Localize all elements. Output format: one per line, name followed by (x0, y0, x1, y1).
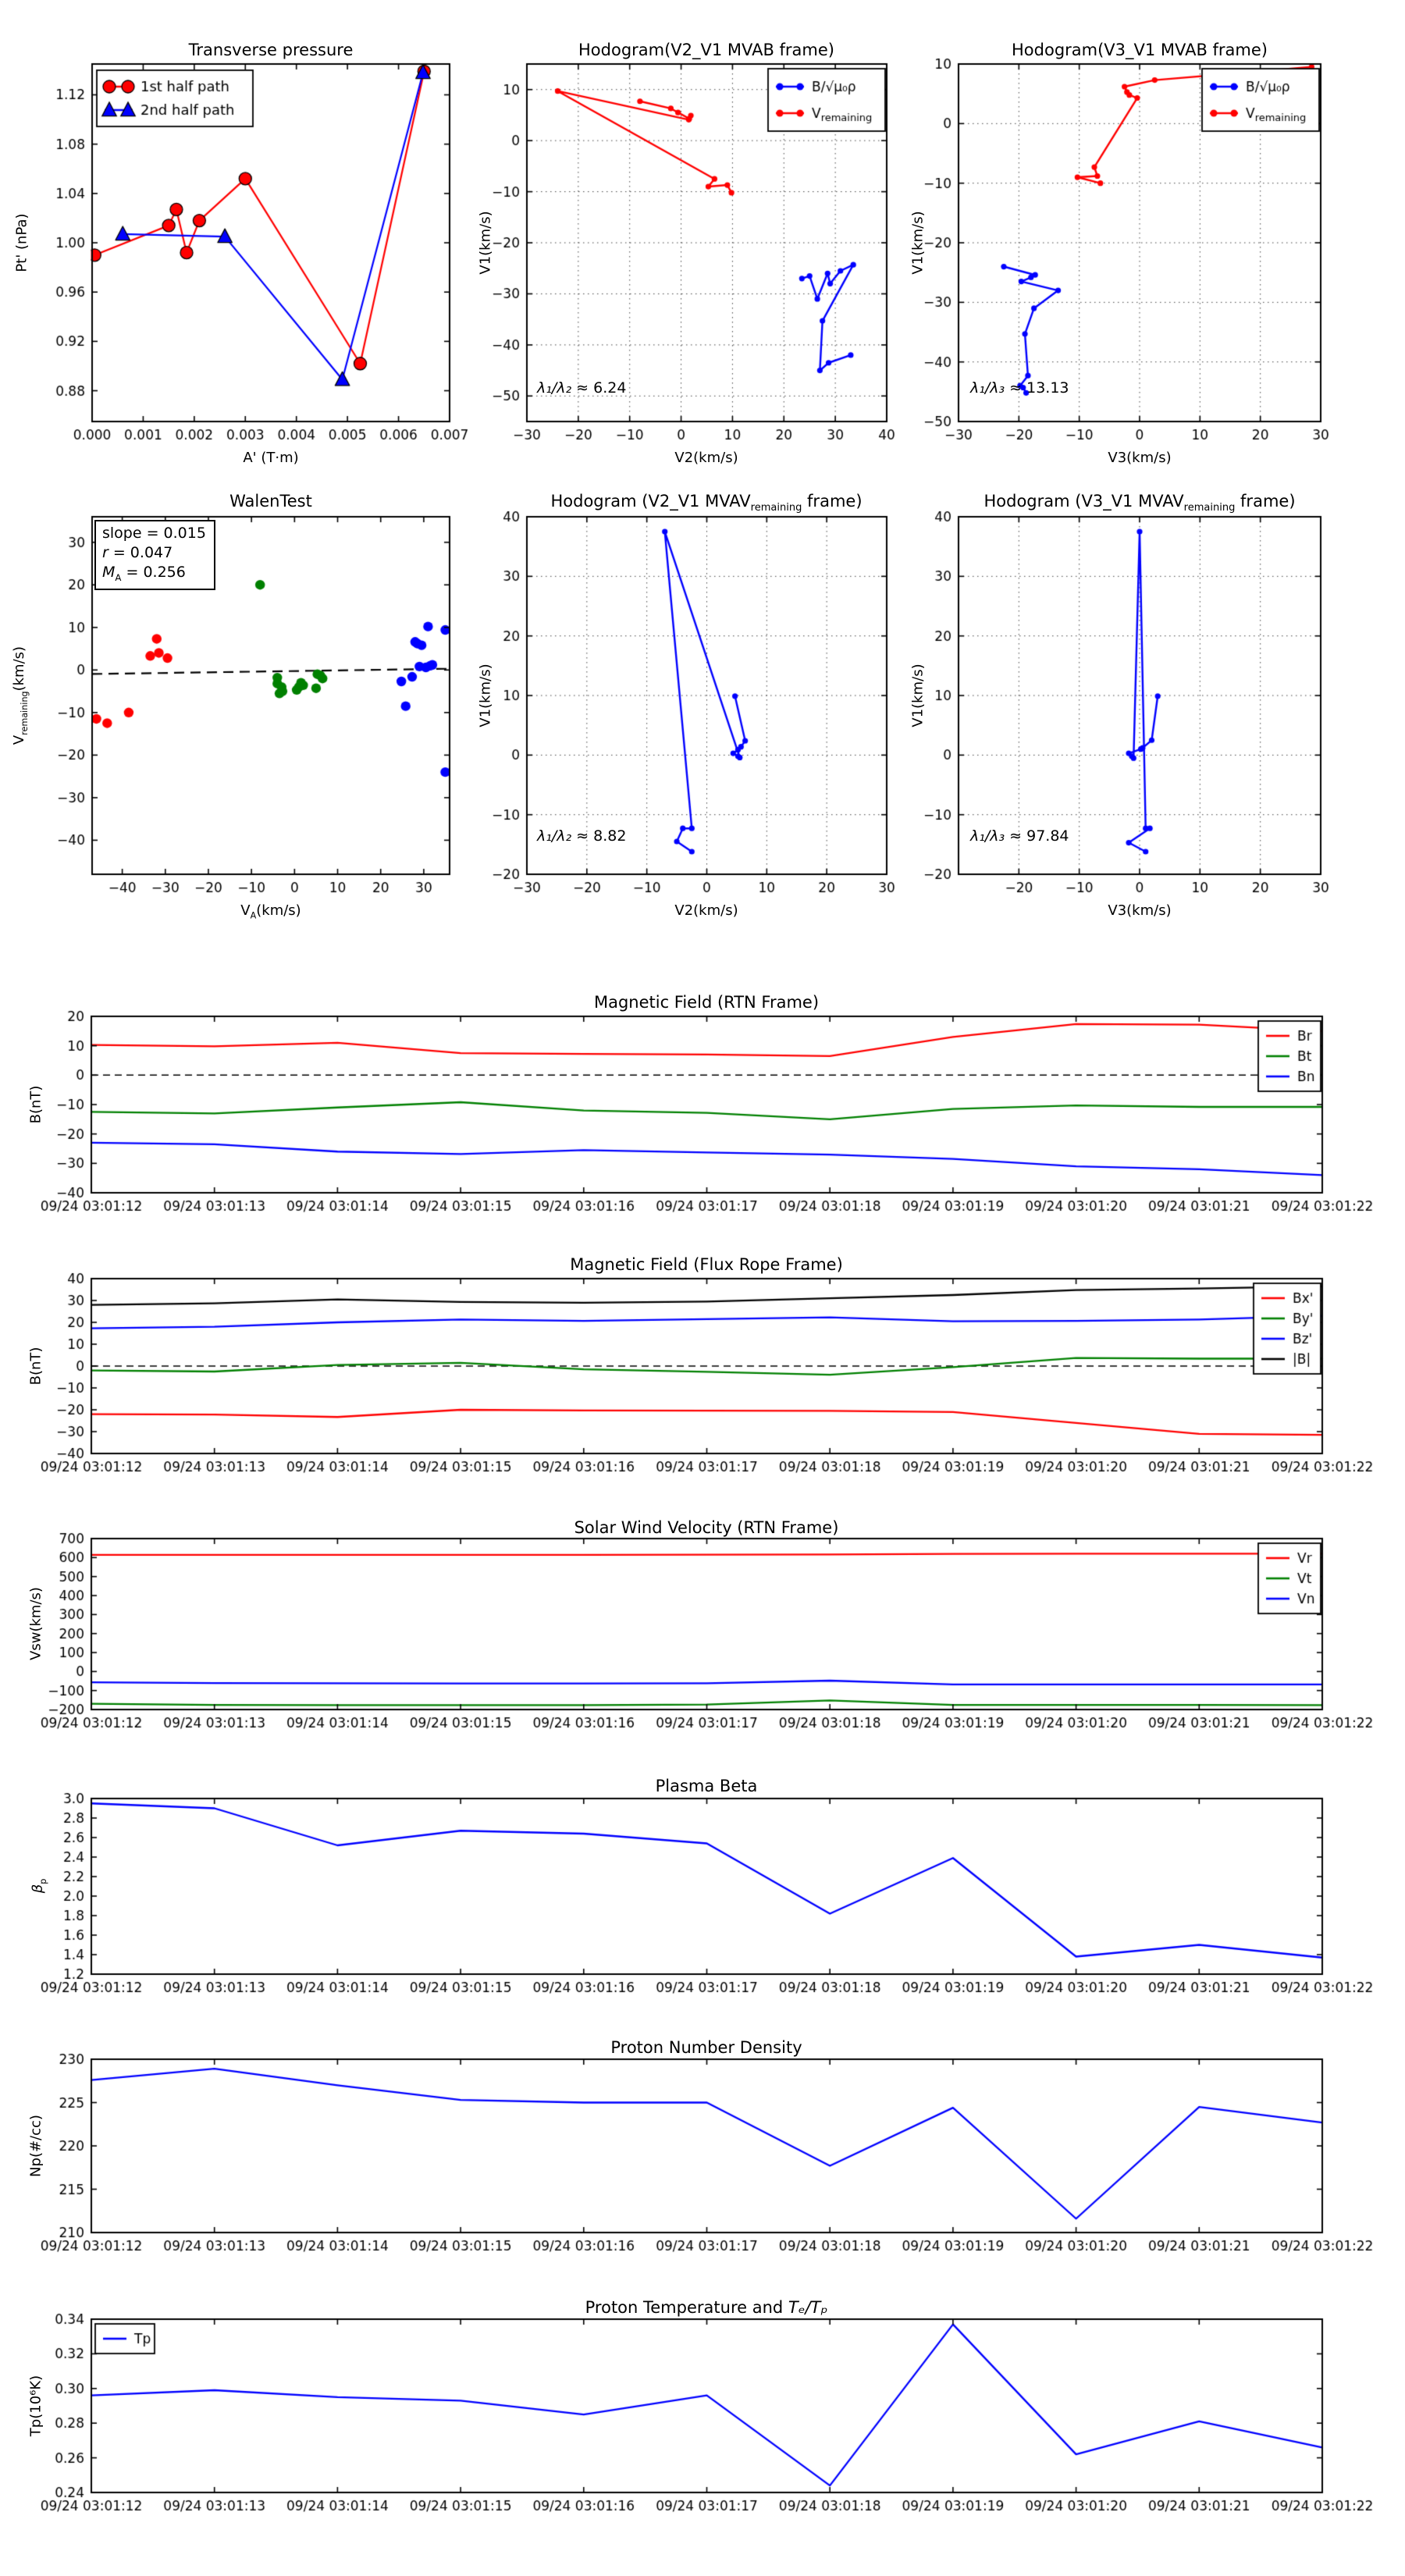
lambda-ratio-annotation-mvav-v2: λ₁/λ₂ ≈ 8.82 (537, 827, 627, 845)
panel-title-proton-temperature: Proton Temperature and Tₑ/Tₚ (585, 2298, 828, 2317)
panel-title-transverse-pressure: Transverse pressure (188, 41, 354, 59)
xlabel-hodogram-v2v1-mvav: V2(km/s) (674, 902, 738, 919)
lambda-ratio-annotation-mvab-v2: λ₁/λ₂ ≈ 6.24 (537, 379, 627, 397)
walen-stat-slope: slope = 0.015 (102, 525, 206, 542)
xlabel-hodogram-v3v1-mvab: V3(km/s) (1108, 450, 1172, 466)
ylabel-proton-density: Np(#/cc) (27, 2115, 44, 2177)
panel-title-b-rtn: Magnetic Field (RTN Frame) (593, 993, 820, 1012)
panel-title-proton-density: Proton Number Density (610, 2038, 802, 2057)
ylabel-vsw-rtn: Vsw(km/s) (27, 1587, 44, 1660)
ylabel-proton-temperature: Tp(10⁶K) (27, 2375, 44, 2437)
walen-stat-ma: $M_A = 0.256$ (102, 564, 186, 583)
xlabel-hodogram-v3v1-mvav: V3(km/s) (1108, 902, 1172, 919)
ylabel-walen-test: $V_{remaining}(km/s)$ (11, 646, 30, 745)
panel-title-hodogram-v2v1-mvav: Hodogram (V2_V1 $MVAV_{remaining}$ frame) (550, 492, 863, 514)
ylabel-plasma-beta: $\beta_p$ (30, 1878, 48, 1894)
lambda-ratio-annotation-mvav-v3: λ₁/λ₃ ≈ 97.84 (970, 827, 1069, 845)
panel-title-b-fluxrope: Magnetic Field (Flux Rope Frame) (570, 1255, 843, 1274)
ylabel-hodogram-v2v1-mvav: V1(km/s) (477, 664, 494, 728)
xlabel-hodogram-v2v1-mvab: V2(km/s) (674, 450, 738, 466)
ylabel-b-rtn: B(nT) (27, 1085, 44, 1124)
ylabel-hodogram-v2v1-mvab: V1(km/s) (477, 211, 494, 275)
panel-title-plasma-beta: Plasma Beta (655, 1777, 758, 1795)
walen-stats-box (94, 520, 215, 590)
walen-stat-r: r = 0.047 (102, 544, 173, 562)
xlabel-walen-test: $V_A(km/s)$ (240, 902, 301, 921)
panel-title-walen-test: WalenTest (229, 492, 312, 511)
panel-title-vsw-rtn: Solar Wind Velocity (RTN Frame) (574, 1518, 839, 1537)
ylabel-b-fluxrope: B(nT) (27, 1347, 44, 1386)
panel-title-hodogram-v2v1-mvab: Hodogram(V2_V1 MVAB frame) (578, 41, 834, 59)
ylabel-hodogram-v3v1-mvab: V1(km/s) (909, 211, 927, 275)
ylabel-hodogram-v3v1-mvav: V1(km/s) (909, 664, 927, 728)
panel-title-hodogram-v3v1-mvab: Hodogram(V3_V1 MVAB frame) (1012, 41, 1268, 59)
xlabel-transverse-pressure: A' (T·m) (243, 450, 299, 466)
ylabel-transverse-pressure: Pt' (nPa) (13, 213, 30, 272)
panel-title-hodogram-v3v1-mvav: Hodogram (V3_V1 $MVAV_{remaining}$ frame) (984, 492, 1296, 514)
lambda-ratio-annotation-mvab-v3: λ₁/λ₃ ≈ 13.13 (970, 379, 1069, 397)
